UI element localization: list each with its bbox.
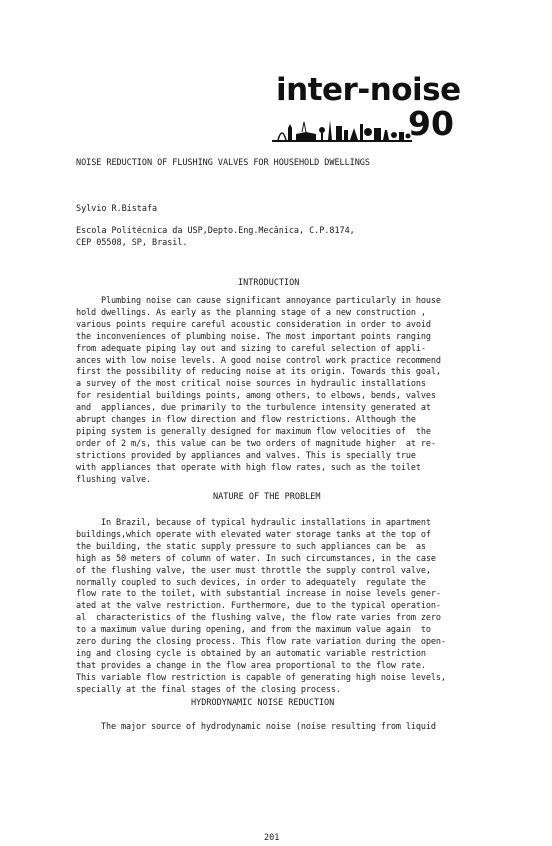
paragraph-line: Plumbing noise can cause significant annoyance particularly in house: [76, 296, 441, 306]
paragraph-line: first the possibility of reducing noise at its origin. Towards this goal,: [76, 367, 441, 378]
paragraph-line: piping system is generally designed for maximum flow velocities of the: [76, 426, 431, 437]
paragraph-line: al characteristics of the flushing valve, the flow rate varies from zero: [76, 613, 441, 624]
affiliation-line-2: CEP 05508, SP, Brasil.: [76, 238, 188, 248]
paragraph-line: flushing valve.: [76, 474, 151, 485]
section-heading-problem: NATURE OF THE PROBLEM: [213, 492, 321, 502]
paragraph-line: and appliances, due primarily to the turbulence intensity generated at: [76, 403, 431, 414]
section-heading-introduction: INTRODUCTION: [238, 278, 300, 288]
paragraph-line: the inconveniences of plumbing noise. The most important points ranging: [76, 331, 431, 342]
paragraph-line: zero during the closing process. This flow rate variation during the open-: [76, 637, 446, 648]
logo-year: 90: [408, 104, 454, 143]
introduction-paragraph: [76, 296, 496, 487]
paragraph-line: high as 50 meters of column of water. In such circumstances, in the case: [76, 553, 436, 564]
paragraph-line: ing and closing cycle is obtained by an automatic variable restriction: [76, 648, 426, 659]
affiliation-line-1: Escola Politécnica da USP,Depto.Eng.Mecânica, C.P.8174,: [76, 226, 355, 236]
section-heading-hydrodynamic: HYDRODYNAMIC NOISE REDUCTION: [191, 698, 335, 708]
paragraph-line: with appliances that operate with high flow rates, such as the toilet: [76, 462, 421, 473]
paragraph-line: abrupt changes in flow direction and flow restrictions. Although the: [76, 415, 416, 426]
paragraph-line: ances with low noise levels. A good noise control work practice recommend: [76, 355, 441, 366]
paragraph-line: In Brazil, because of typical hydraulic installations in apartment: [76, 518, 431, 528]
paragraph-line: from adequate piping lay out and sizing to careful selection of appli-: [76, 343, 426, 354]
paragraph-line: various points require careful acoustic consideration in order to avoid: [76, 319, 431, 330]
paragraph-line: The major source of hydrodynamic noise (noise resulting from liquid: [76, 722, 436, 732]
paragraph-line: to a maximum value during opening, and from the maximum value again to: [76, 625, 431, 636]
skyline-illustration: [272, 108, 412, 144]
paragraph-line: a survey of the most critical noise sources in hydraulic installations: [76, 379, 426, 390]
paragraph-line: the building, the static supply pressure to such appliances can be as: [76, 541, 426, 552]
paragraph-line: that provides a change in the flow area proportional to the flow rate.: [76, 660, 426, 671]
paragraph-line: specially at the final stages of the closing process.: [76, 684, 341, 695]
paragraph-line: normally coupled to such devices, in order to adequately regulate the: [76, 577, 426, 588]
paragraph-line: strictions provided by appliances and valves. This is specially true: [76, 450, 416, 461]
paragraph-line: ated at the valve restriction. Furthermore, due to the typical operation-: [76, 601, 441, 612]
paragraph-line: of the flushing valve, the user must throttle the supply control valve,: [76, 565, 431, 576]
conference-logo: [272, 72, 472, 148]
paragraph-line: buildings,which operate with elevated water storage tanks at the top of: [76, 529, 431, 540]
paper-title: NOISE REDUCTION OF FLUSHING VALVES FOR HOUSEHOLD DWELLINGS: [76, 158, 370, 168]
paragraph-line: hold dwellings. As early as the planning stage of a new construction ,: [76, 307, 426, 318]
paragraph-line: This variable flow restriction is capable of generating high noise levels,: [76, 672, 446, 683]
paragraph-line: order of 2 m/s, this value can be two orders of magnitude higher at re-: [76, 438, 436, 449]
problem-paragraph: [76, 518, 496, 697]
paragraph-line: flow rate to the toilet, with substantial increase in noise levels gener-: [76, 589, 441, 600]
paragraph-line: for residential buildings points, among others, to elbows, bends, valves: [76, 391, 436, 402]
logo-wordmark: inter-noise: [276, 72, 461, 108]
hydrodynamic-paragraph: [76, 722, 496, 734]
author-name: Sylvio R.Bistafa: [76, 204, 158, 214]
page-number: 201: [264, 833, 280, 843]
